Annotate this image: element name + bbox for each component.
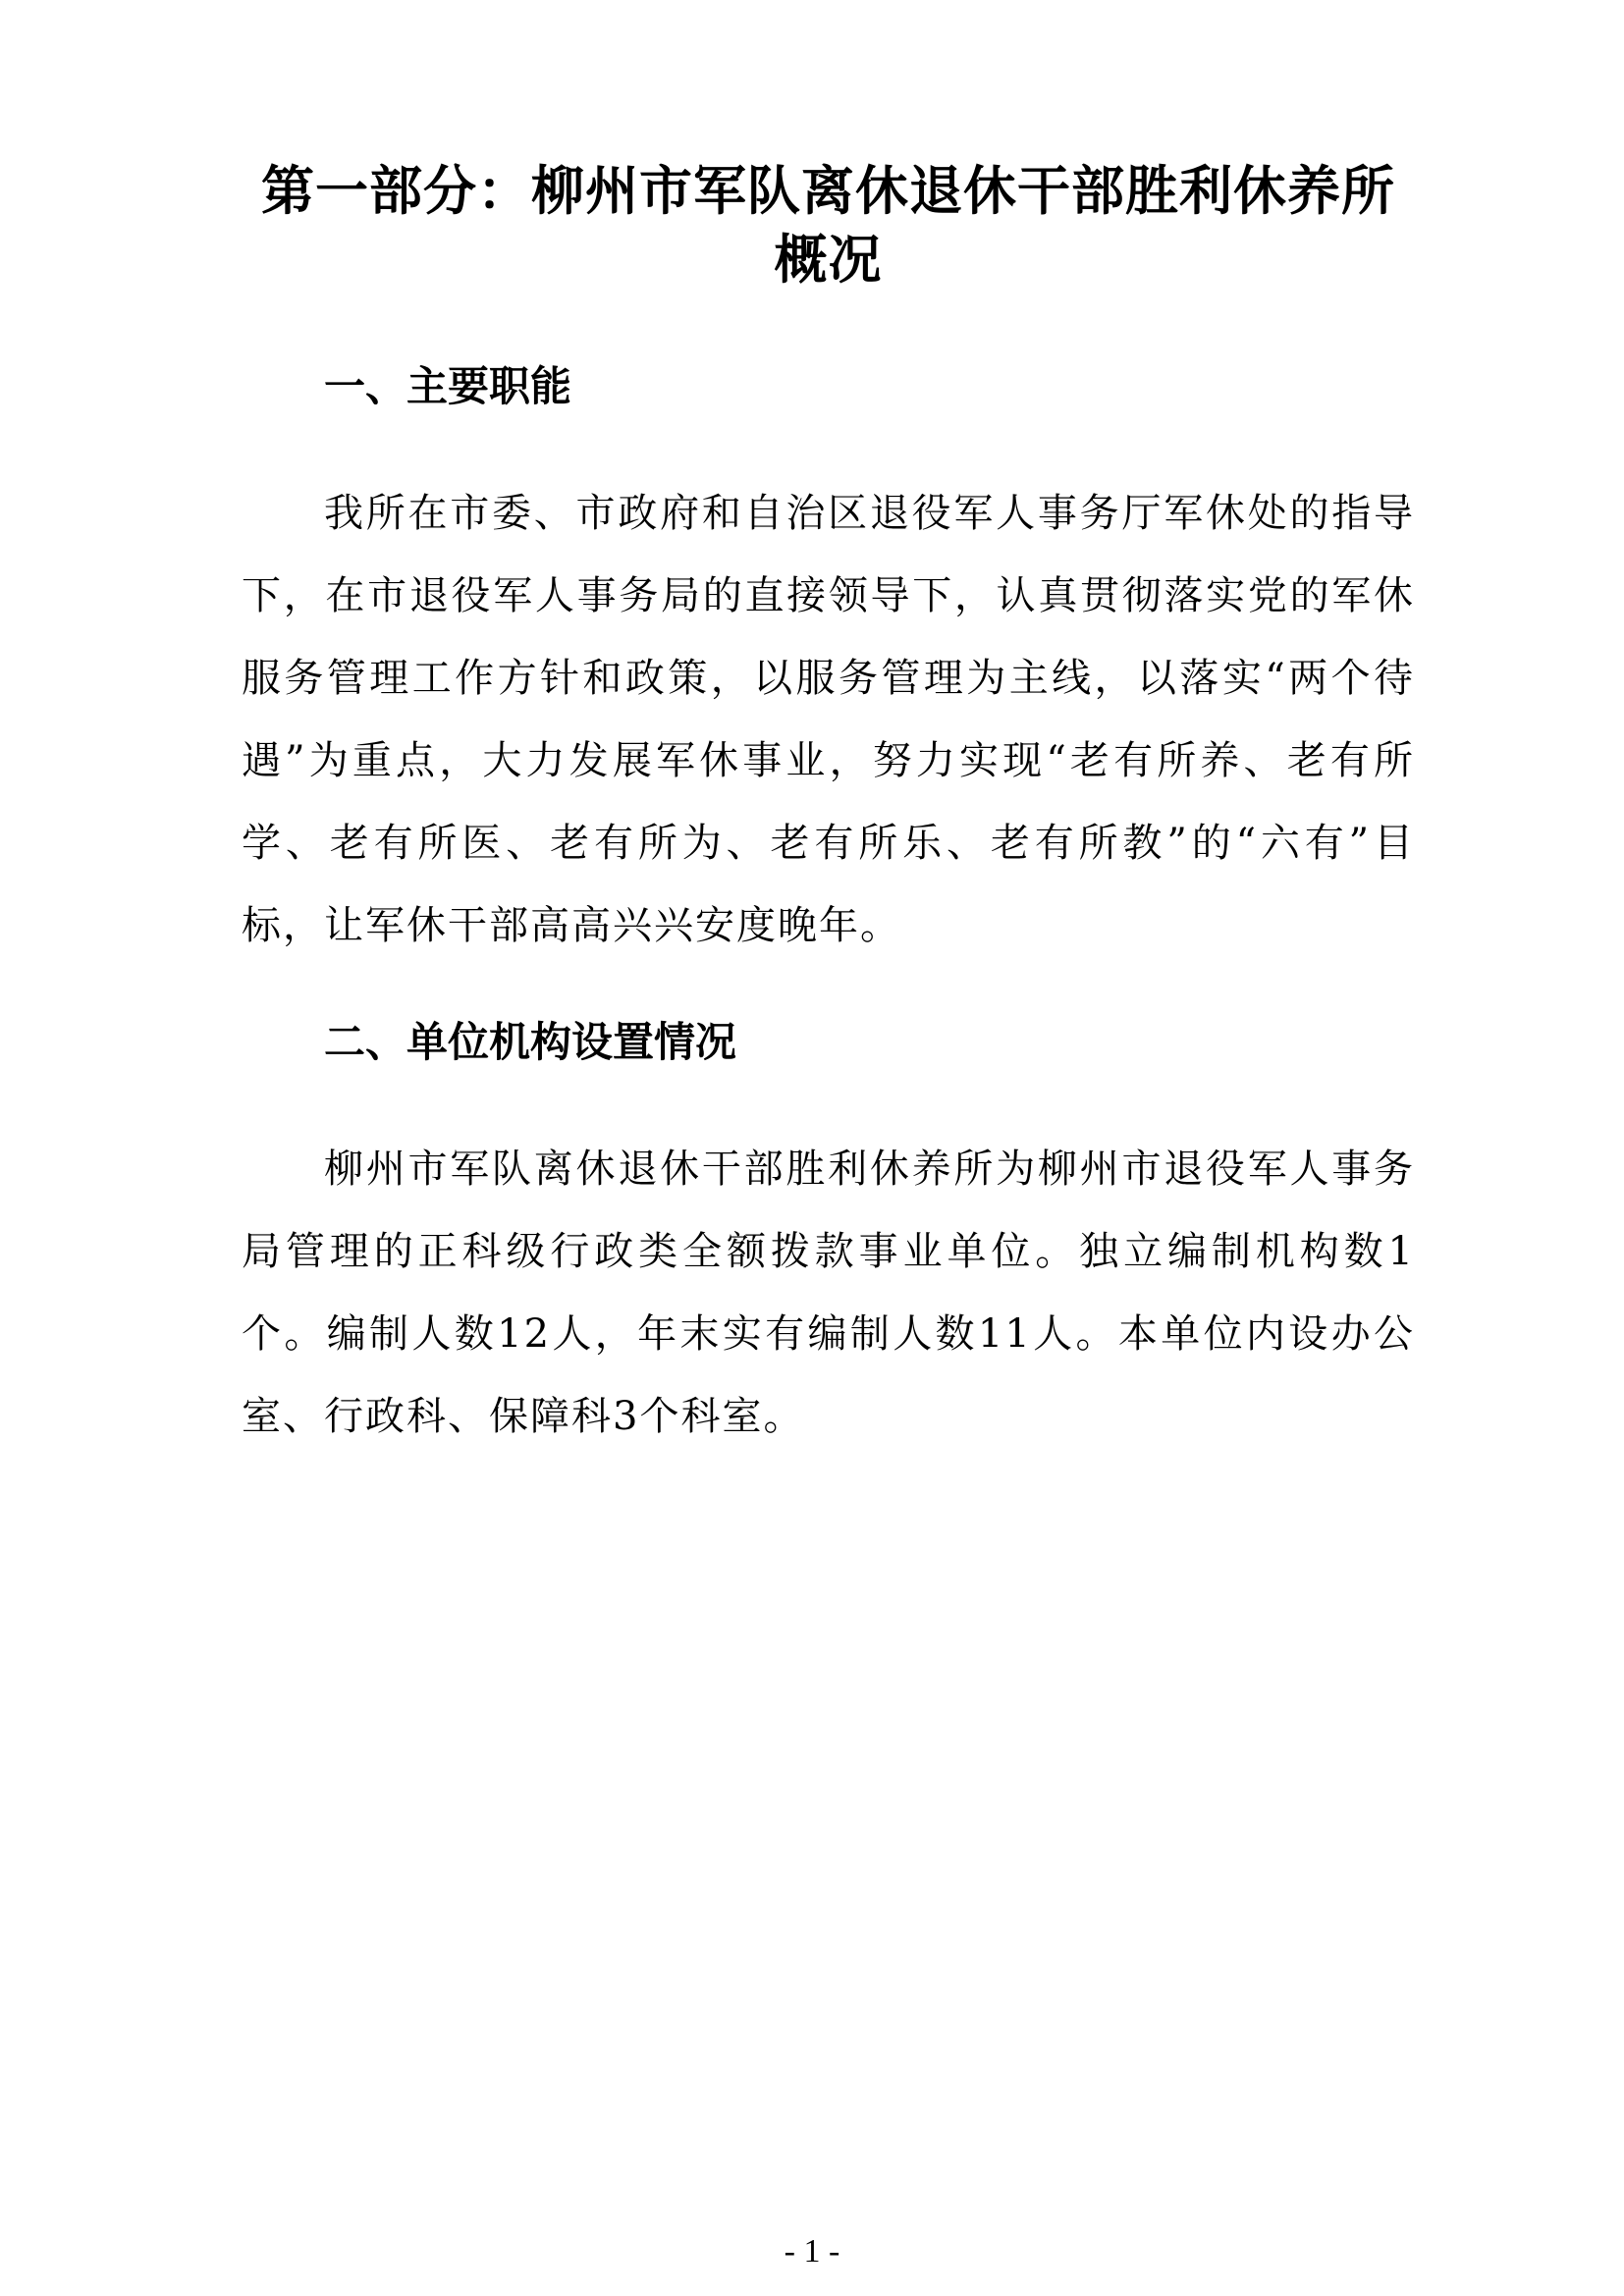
section-heading-main-functions: 一、主要职能 bbox=[324, 362, 572, 410]
page-number: - 1 - bbox=[784, 2233, 840, 2269]
paragraph-organization: 柳州市军队离休退休干部胜利休养所为柳州市退役军人事务局管理的正科级行政类全额拨款事业单位。独立编制机构数1个。编制人数12人，年末实有编制人数11人。本单位内设办公室、行政科、保障科3个科室。 bbox=[242, 1147, 1415, 1439]
section-heading-organization: 二、单位机构设置情况 bbox=[324, 1018, 737, 1066]
paragraph-main-functions: 我所在市委、市政府和自治区退役军人事务厅军休处的指导下，在市退役军人事务局的直接领导下，认真贯彻落实党的军休服务管理工作方针和政策，以服务管理为主线，以落实“两个待遇”为重点，大力发展军休事业，努力实现“老有所养、老有所学、老有所医、老有所为、老有所乐、老有所教”的“六有”目标，让军休干部高高兴兴安度晚年。 bbox=[242, 491, 1415, 948]
page-title: 第一部分：柳州市军队离休退休干部胜利休养所概况 bbox=[261, 160, 1395, 291]
